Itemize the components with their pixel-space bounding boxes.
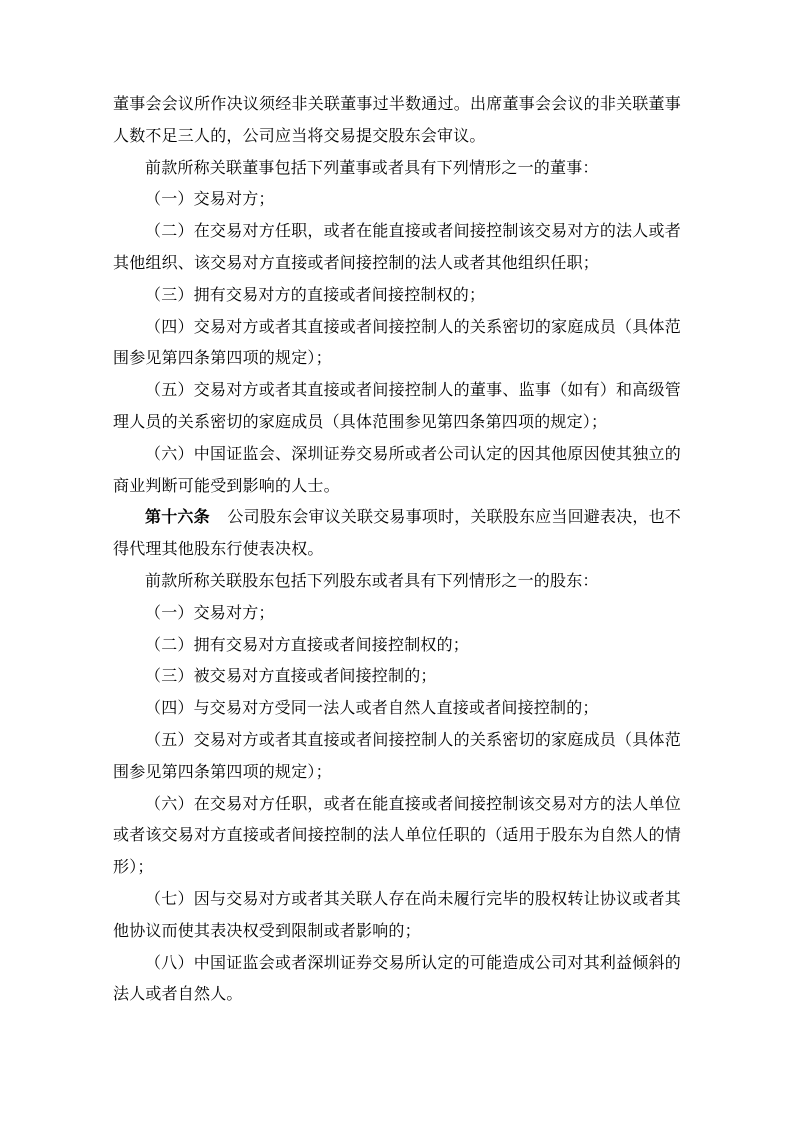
paragraph: [113, 280, 681, 312]
paragraph-text: （一）交易对方；: [145, 604, 275, 622]
paragraph-text: （二）拥有交易对方直接或者间接控制权的；: [145, 636, 470, 654]
paragraph-text: （二）在交易对方任职，或者在能直接或者间接控制该交易对方的法人或者其他组织、该交易对方直接或者间接控制的法人或者其他组织任职；: [113, 223, 681, 272]
paragraph-text: （四）与交易对方受同一法人或者自然人直接或者间接控制的；: [145, 700, 599, 718]
paragraph: [113, 661, 681, 693]
paragraph-text: 公司股东会审议关联交易事项时，关联股东应当回避表决，也不得代理其他股东行使表决权。: [113, 509, 682, 559]
paragraph: [113, 375, 681, 439]
document-body: [113, 89, 681, 1011]
paragraph: [113, 630, 681, 662]
paragraph: [113, 725, 681, 789]
paragraph-text: 前款所称关联董事包括下列董事或者具有下列情形之一的董事：: [145, 159, 599, 177]
paragraph: [113, 312, 681, 376]
paragraph: [113, 693, 681, 725]
paragraph-text: （三）拥有交易对方的直接或者间接控制权的；: [145, 286, 486, 304]
paragraph: [113, 89, 681, 153]
paragraph-text: （六）中国证监会、深圳证券交易所或者公司认定的因其他原因使其独立的商业判断可能受到影响的人士。: [113, 445, 681, 495]
paragraph: [113, 566, 681, 598]
paragraph-text: （六）在交易对方任职，或者在能直接或者间接控制该交易对方的法人单位或者该交易对方直接或者间接控制的法人单位任职的（适用于股东为自然人的情形）；: [113, 795, 681, 877]
paragraph: [113, 153, 681, 185]
paragraph-text: （一）交易对方；: [145, 191, 275, 209]
article-number: 第十六条: [145, 509, 210, 527]
paragraph-text: 前款所称关联股东包括下列股东或者具有下列情形之一的股东：: [145, 572, 599, 590]
paragraph-text: （四）交易对方或者其直接或者间接控制人的关系密切的家庭成员（具体范围参见第四条第四项的规定）；: [113, 318, 681, 368]
paragraph-text: （五）交易对方或者其直接或者间接控制人的关系密切的家庭成员（具体范围参见第四条第四项的规定）；: [113, 731, 681, 781]
paragraph: [113, 789, 681, 884]
paragraph: [113, 598, 681, 630]
paragraph: [113, 439, 681, 503]
paragraph: [113, 502, 681, 566]
paragraph: [113, 184, 681, 216]
paragraph: [113, 948, 681, 1012]
paragraph-text: （五）交易对方或者其直接或者间接控制人的董事、监事（如有）和高级管理人员的关系密切的家庭成员（具体范围参见第四条第四项的规定）；: [113, 382, 681, 431]
paragraph: [113, 216, 681, 280]
paragraph: [113, 884, 681, 948]
paragraph-text: 董事会会议所作决议须经非关联董事过半数通过。出席董事会会议的非关联董事人数不足三人的，公司应当将交易提交股东会审议。: [113, 96, 681, 145]
paragraph-text: （三）被交易对方直接或者间接控制的；: [145, 668, 437, 686]
paragraph-text: （七）因与交易对方或者其关联人存在尚未履行完毕的股权转让协议或者其他协议而使其表决权受到限制或者影响的；: [113, 890, 681, 940]
paragraph-text: （八）中国证监会或者深圳证券交易所认定的可能造成公司对其利益倾斜的法人或者自然人。: [113, 954, 681, 1004]
